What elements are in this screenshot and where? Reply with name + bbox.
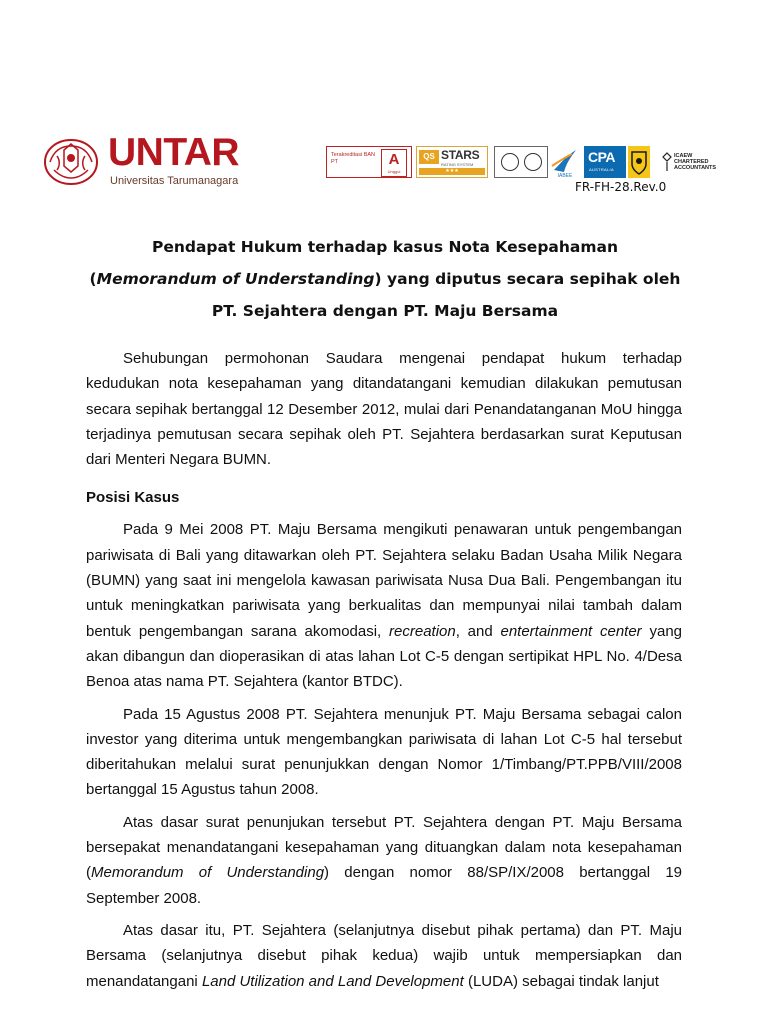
paragraph-1 (86, 517, 682, 694)
cpa-title: CPA (588, 149, 616, 165)
title-italic: Memorandum of Understanding (96, 270, 375, 288)
p1-b: , and (455, 622, 501, 640)
certification-seals-badge (494, 146, 548, 178)
title-part2: ) yang diputus secara sepihak oleh PT. Sejahtera dengan PT. Maju Bersama (211, 270, 681, 320)
seal-check-icon (524, 153, 542, 171)
icaew-emblem-icon (662, 152, 672, 172)
paragraph-3 (86, 810, 682, 911)
icaew-line3: ACCOUNTANTS (674, 165, 717, 171)
section-heading: Posisi Kasus (86, 489, 180, 507)
document-body (86, 346, 682, 994)
crest-badge (628, 146, 650, 178)
intro-paragraph: Sehubungan permohonan Saudara mengenai pendapat hukum terhadap kedudukan nota kesepahaman yang ditandatangani kemudian dilakukan pemutusan secara sepihak bertanggal 12 Desember 2012, mulai dari Penandatanganan MoU hingga terjadinya pemutusan secara sepihak oleh PT. Sejahtera berdasarkan surat Keputusan dari Menteri Negara BUMN. (86, 350, 682, 469)
cpa-australia-badge (584, 146, 626, 178)
document-title (86, 231, 684, 327)
crest-icon (628, 146, 650, 178)
p4-italic-1: Land Utilization and Land Development (201, 972, 464, 990)
university-logo-name: UNTAR (108, 131, 240, 174)
p3-italic-1: Memorandum of Understanding (91, 864, 325, 882)
p4-a: Atas dasar itu, PT. Sejahtera (selanjutnya disebut pihak pertama) dan PT. Maju Bersama (selanjutnya disebut pihak kedua) wajib untuk mempersiapkan dan menandatangani (86, 921, 682, 990)
qs-stars-badge (416, 146, 488, 178)
qs-title: STARS (441, 148, 480, 162)
p3-a: Atas dasar surat penunjukan tersebut PT. Sejahtera dengan PT. Maju Bersama bersepakat menandatangani kesepahaman yang dituangkan dalam nota kesepahaman ( (86, 813, 682, 882)
icaew-line1: ICAEW (674, 153, 693, 159)
p1-italic-2: entertainment center (500, 622, 642, 640)
iabee-label: IABEE (557, 173, 573, 178)
p1-a: Pada 9 Mei 2008 PT. Maju Bersama mengikuti penawaran untuk pengembangan pariwisata di Bali yang ditawarkan oleh PT. Sejahtera selaku Badan Usaha Milik Negara (BUMN) yang saat ini mengelola kawasan pariwisata Nusa Dua Bali. Pengembangan itu untuk meningkatkan pariwisata yang berkualitas dan mempunyai nilai tambah dalam bentuk pengembangan sarana akomodasi, (86, 521, 682, 640)
paragraph-2: Pada 15 Agustus 2008 PT. Sejahtera menunjuk PT. Maju Bersama sebagai calon investor yang diterima untuk mengembangkan pariwisata di lahan Lot C-5 hal tersebut diberitahukan melalui surat penunjukkan dengan Nomor 1/Timbang/PT.PPB/VIII/2008 bertanggal 15 Agustus tahun 2008. (86, 705, 682, 799)
paragraph-4 (86, 918, 682, 994)
seal-circle-icon (501, 153, 519, 171)
p1-c: yang akan dibangun dan dioperasikan di atas lahan Lot C-5 dengan sertipikat HPL No. 4/Desa Benoa atas nama PT. Sejahtera (kantor BTDC). (86, 622, 682, 691)
cpa-subtitle: AUSTRALIA (589, 167, 614, 172)
document-code: FR-FH-28.Rev.0 (575, 180, 667, 194)
ban-pt-grade (381, 149, 407, 177)
icaew-badge (662, 146, 732, 178)
university-logo (42, 131, 272, 191)
p3-b: ) dengan nomor 88/SP/IX/2008 bertanggal 19 September 2008. (86, 864, 682, 907)
ban-pt-text: Terakreditasi BAN PT (331, 152, 376, 165)
ban-pt-grade-sub: Unggul (387, 169, 401, 174)
icaew-text (674, 153, 716, 171)
qs-subtitle: RATING SYSTEM (441, 162, 474, 167)
qs-rating: ★★★ (419, 168, 485, 175)
title-part1: Pendapat Hukum terhadap kasus Nota Kesepahaman ( (89, 238, 619, 288)
qs-mark: QS (419, 150, 439, 164)
university-seal-icon (42, 136, 100, 188)
p4-b: (LUDA) sebagai tindak lanjut (463, 972, 659, 990)
document-header (0, 0, 768, 200)
icaew-line2: CHARTERED (674, 159, 709, 165)
iabee-icon (550, 146, 580, 178)
university-logo-subtitle: Universitas Tarumanagara (110, 175, 239, 187)
ban-pt-badge (326, 146, 412, 178)
iabee-badge (550, 146, 580, 178)
ban-pt-grade-letter: A (388, 151, 400, 168)
p1-italic-1: recreation (389, 622, 456, 640)
